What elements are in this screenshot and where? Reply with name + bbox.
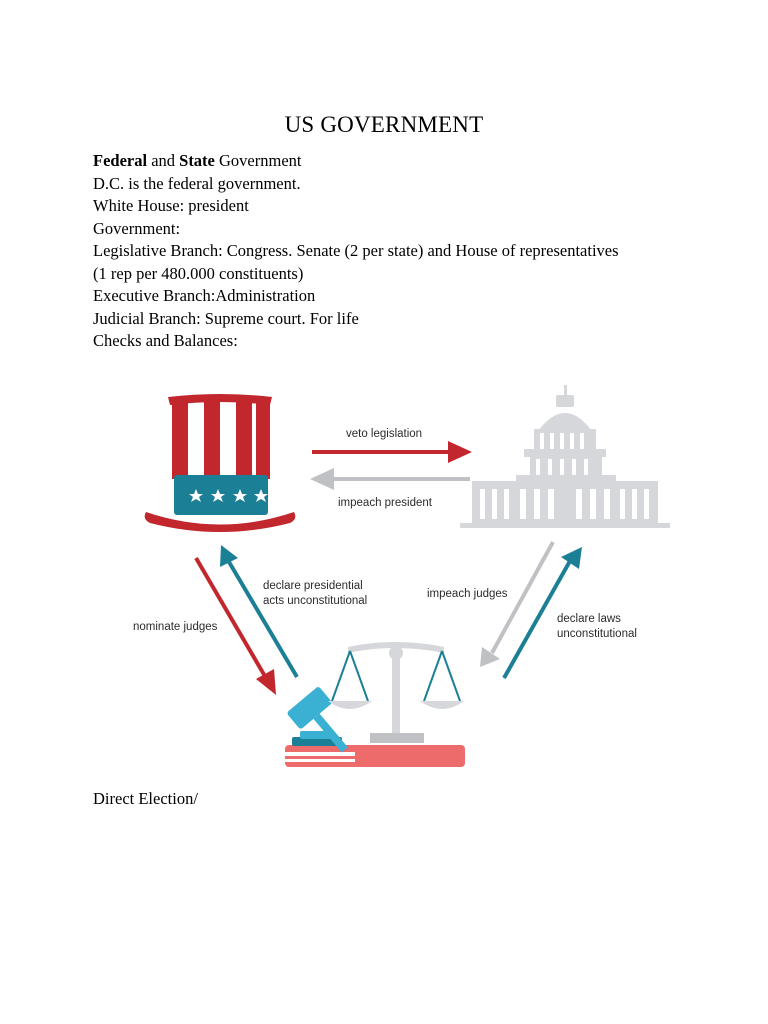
text-line: Executive Branch:Administration — [93, 286, 316, 305]
text-line: Judicial Branch: Supreme court. For life — [93, 308, 359, 328]
intro-line — [93, 150, 713, 173]
nominate-judges-label: nominate judges — [133, 621, 218, 633]
scales-gavel-icon — [285, 642, 465, 767]
text-line: (1 rep per 480.000 constituents) — [93, 263, 304, 283]
declare-laws-label-1: declare laws — [557, 613, 621, 625]
text-line: Checks and Balances: — [93, 331, 238, 350]
impeach-judges-label: impeach judges — [427, 588, 508, 600]
checks-and-balances-diagram — [120, 375, 680, 780]
government-text: Government — [214, 151, 302, 170]
impeach-president-arrow — [310, 468, 470, 490]
text-line: Government: — [93, 218, 181, 238]
declare-presidential-label-2: acts unconstitutional — [263, 595, 368, 607]
text-line: White House: president — [93, 196, 249, 215]
impeach-judges-arrow — [480, 542, 553, 667]
federal-bold: Federal — [93, 151, 148, 170]
impeach-president-label: impeach president — [338, 497, 432, 509]
page-title: US GOVERNMENT — [284, 112, 484, 137]
veto-legislation-arrow — [312, 441, 472, 463]
direct-election-line: Direct Election/ — [93, 789, 198, 808]
declare-laws-label-2: unconstitutional — [557, 628, 637, 640]
and-text: and — [147, 151, 180, 170]
document-body — [93, 150, 713, 353]
text-line: D.C. is the federal government. — [93, 173, 301, 193]
text-line: Legislative Branch: Congress. Senate (2 per state) and House of representatives — [93, 241, 619, 260]
veto-legislation-label: veto legislation — [346, 428, 423, 440]
declare-presidential-label-1: declare presidential — [263, 580, 363, 592]
uncle-sam-hat-icon — [145, 394, 296, 532]
capitol-building-icon — [460, 385, 670, 528]
state-bold: State — [179, 151, 215, 170]
declare-presidential-acts-arrow — [220, 545, 297, 677]
